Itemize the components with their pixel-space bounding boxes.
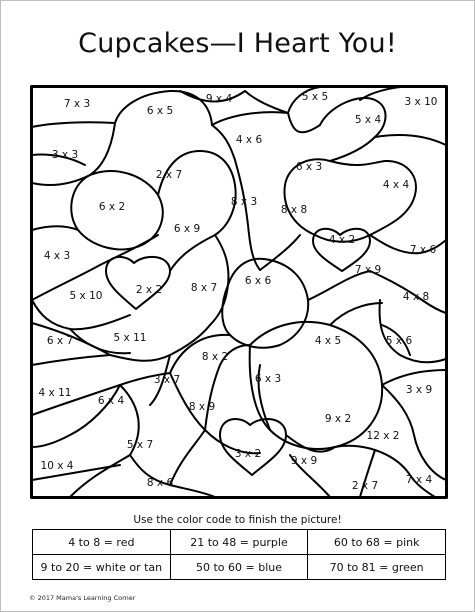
copyright-text: © 2017 Mama's Learning Corner	[29, 594, 136, 602]
region-label: 3 x 3	[51, 149, 79, 161]
color-code-cell: 60 to 68 = pink	[308, 530, 446, 555]
color-code-row	[33, 530, 446, 555]
region-label: 8 x 9	[188, 401, 216, 413]
region-label: 4 x 2	[328, 234, 356, 246]
region-label: 3 x 9	[405, 384, 433, 396]
region-label: 8 x 6	[146, 477, 174, 489]
region-label: 3 x 7	[153, 374, 181, 386]
region-label: 5 x 5	[301, 91, 329, 103]
region-label: 5 x 10	[69, 290, 103, 302]
region-label: 7 x 4	[405, 474, 433, 486]
region-label: 3 x 2	[234, 448, 262, 460]
region-label: 7 x 6	[409, 244, 437, 256]
region-label: 3 x 10	[404, 96, 438, 108]
region-label: 6 x 3	[254, 373, 282, 385]
color-code-row	[33, 555, 446, 580]
region-label: 9 x 2	[324, 413, 352, 425]
color-code-cell: 50 to 60 = blue	[170, 555, 308, 580]
region-label: 5 x 6	[385, 335, 413, 347]
color-code-cell: 70 to 81 = green	[308, 555, 446, 580]
region-label: 7 x 9	[354, 264, 382, 276]
instructions-text: Use the color code to finish the picture!	[133, 514, 342, 526]
region-label: 8 x 3	[230, 196, 258, 208]
region-label: 5 x 11	[113, 332, 147, 344]
page-title: Cupcakes—I Heart You!	[78, 28, 397, 59]
region-label: 4 x 3	[43, 250, 71, 262]
region-label: 6 x 9	[173, 223, 201, 235]
region-label: 2 x 7	[155, 169, 183, 181]
region-label: 4 x 6	[235, 134, 263, 146]
region-label: 5 x 4	[354, 114, 382, 126]
region-label: 12 x 2	[366, 430, 400, 442]
region-label: 7 x 3	[63, 98, 91, 110]
region-label: 8 x 8	[280, 204, 308, 216]
region-label: 6 x 4	[97, 395, 125, 407]
region-label: 9 x 9	[290, 455, 318, 467]
region-label: 2 x 2	[135, 284, 163, 296]
region-label: 2 x 7	[351, 480, 379, 492]
coloring-puzzle	[30, 85, 448, 499]
color-code-cell: 9 to 20 = white or tan	[33, 555, 171, 580]
region-label: 4 x 11	[38, 387, 72, 399]
region-label: 4 x 5	[314, 335, 342, 347]
color-code-table	[32, 529, 446, 580]
region-label: 8 x 7	[190, 282, 218, 294]
region-label: 9 x 4	[205, 93, 233, 105]
color-code-cell: 21 to 48 = purple	[170, 530, 308, 555]
region-label: 8 x 2	[201, 351, 229, 363]
color-code-cell: 4 to 8 = red	[33, 530, 171, 555]
region-label: 5 x 7	[126, 439, 154, 451]
region-label: 10 x 4	[40, 460, 74, 472]
region-label: 6 x 3	[295, 161, 323, 173]
region-label: 6 x 2	[98, 201, 126, 213]
region-label: 6 x 7	[46, 335, 74, 347]
region-label: 4 x 8	[402, 291, 430, 303]
region-label: 6 x 6	[244, 275, 272, 287]
region-label: 6 x 5	[146, 105, 174, 117]
region-label: 4 x 4	[382, 179, 410, 191]
